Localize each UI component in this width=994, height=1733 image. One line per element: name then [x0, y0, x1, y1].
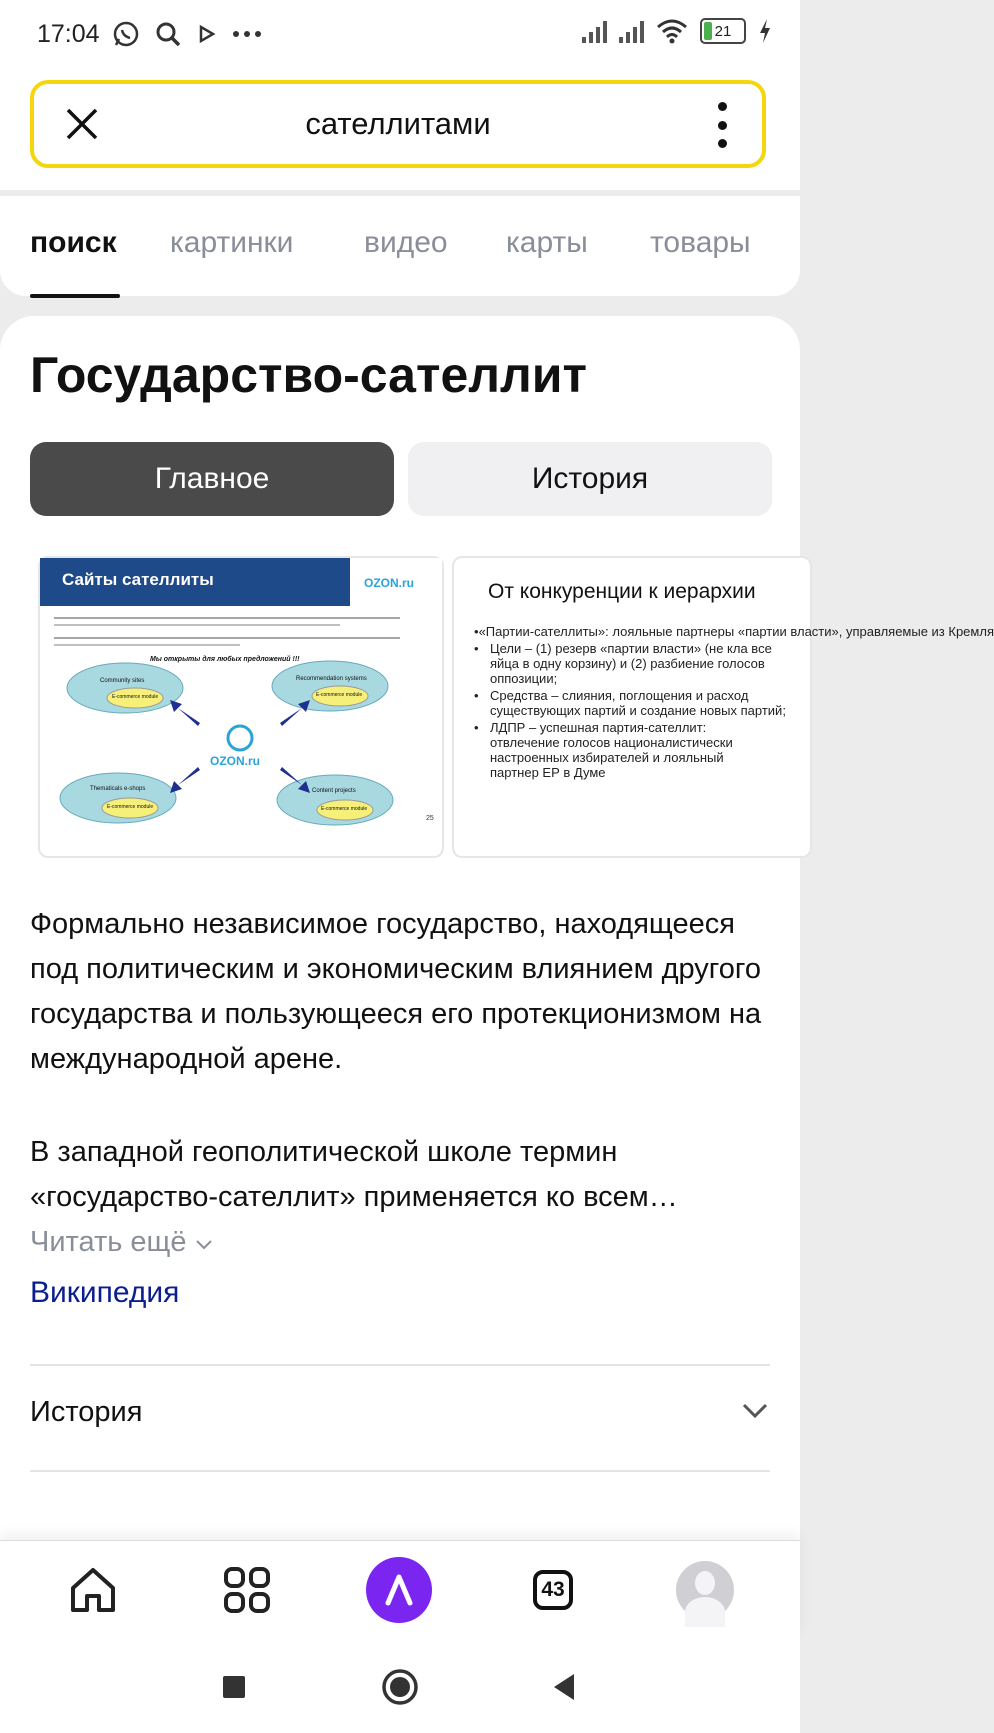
image2-bullet: ЛДПР – успешная партия-сателлит: отвлечение голосов националистически настроенных избирателей и лояльный партнер ЕР в Думе: [490, 720, 733, 780]
page-title: Государство-сателлит: [30, 347, 588, 403]
divider: [30, 1364, 770, 1366]
status-time: 17:04: [37, 20, 100, 48]
image1-module-label: E-commerce module: [316, 692, 363, 698]
bottom-nav: [0, 1540, 800, 1637]
image1-caption: Мы открыты для любых предложений !!!: [150, 656, 300, 663]
home-button[interactable]: [58, 1555, 128, 1625]
status-bar: [0, 0, 800, 72]
divider: [30, 1470, 770, 1472]
image1-heading: Сайты сателлиты: [62, 570, 214, 589]
tab-search[interactable]: поиск: [30, 226, 117, 259]
accordion-history-label[interactable]: История: [30, 1396, 143, 1428]
play-icon: [196, 22, 218, 46]
whatsapp-icon: [112, 20, 140, 48]
avatar: [676, 1561, 734, 1619]
read-more-link[interactable]: [30, 1226, 213, 1258]
image1-brand-center: OZON.ru: [210, 754, 260, 768]
menu-more-icon[interactable]: [712, 102, 732, 148]
search-box[interactable]: [30, 80, 766, 168]
image1-brand-top: OZON.ru: [364, 576, 414, 590]
image1-module-label: E-commerce module: [107, 804, 154, 810]
recent-apps-icon[interactable]: [214, 1667, 254, 1707]
home-icon: [67, 1564, 119, 1616]
back-icon[interactable]: [544, 1667, 584, 1707]
tabs-counter-icon: 43: [533, 1570, 573, 1610]
image-thumbnail-2[interactable]: [452, 556, 994, 858]
chevron-down-icon[interactable]: [740, 1396, 770, 1426]
tabs-button[interactable]: [518, 1555, 588, 1625]
description-paragraph: Формально независимое государство, находящееся под политическим и экономическим влиянием другого государства и пользующееся его протекционизмом на международной арене.: [30, 908, 762, 1075]
active-tab-indicator: [30, 294, 120, 298]
segment-main-button[interactable]: Главное: [30, 442, 394, 516]
segment-history-button[interactable]: История: [408, 442, 772, 516]
image1-bubble-bottom-right: Content projects: [312, 788, 356, 794]
svg-text:25: 25: [426, 815, 434, 822]
tab-maps[interactable]: карты: [506, 226, 588, 259]
image2-bullet: Средства – слияния, поглощения и расход существующих партий и создание новых партий;: [490, 688, 786, 718]
read-more-label: Читать ещё: [30, 1226, 187, 1258]
source-link-wikipedia[interactable]: Википедия: [30, 1276, 180, 1309]
chevron-down-icon: [195, 1239, 213, 1251]
signal-icon: [582, 19, 607, 43]
battery-level: 21: [714, 22, 732, 40]
image2-bullet-list: • «Партии-сателлиты»: лояльные партнеры «партии власти», управляемые из Кремля • Цели – (1) резерв «партии власти» (не кла все яйца в одну корзину) и (2) разбиение голосов оппозиции; • Средства – слияния, поглощения и расход существующих партий и создание новых партий; • ЛДПР – успешная партия-сателлит: отвлечение голосов националистически настроенных избирателей и лояльный партнер ЕР в Думе: [474, 624, 994, 780]
image2-bullet: «Партии-сателлиты»: лояльные партнеры «партии власти», управляемые из Кремля: [478, 624, 994, 639]
alice-button[interactable]: [364, 1555, 434, 1625]
image1-bubble-bottom-left: Thematicals e-shops: [90, 786, 146, 792]
image1-module-label: E-commerce module: [112, 694, 159, 700]
image1-bubble-top-left: Community sites: [100, 678, 145, 684]
wifi-icon: [656, 18, 688, 44]
image-thumbnail-1[interactable]: [38, 556, 444, 858]
profile-button[interactable]: [670, 1555, 740, 1625]
signal-icon: [619, 19, 644, 43]
knowledge-card: [0, 316, 994, 1556]
image1-module-label: E-commerce module: [321, 806, 368, 812]
home-circle-icon[interactable]: [380, 1667, 420, 1707]
search-icon: [154, 20, 182, 48]
services-grid-icon: [224, 1567, 270, 1613]
image2-heading: От конкуренции к иерархии: [488, 580, 756, 603]
image1-bubble-top-right: Recommendation systems: [296, 676, 367, 682]
search-header: [0, 72, 800, 190]
more-dots-icon: [232, 29, 262, 39]
description-paragraph-2: [30, 1130, 770, 1265]
search-tabs: [0, 196, 800, 296]
tab-images[interactable]: картинки: [170, 226, 294, 259]
tab-products[interactable]: товары: [650, 226, 751, 259]
tab-video[interactable]: видео: [364, 226, 448, 259]
system-nav-bar: [0, 1637, 800, 1733]
alice-icon: [366, 1557, 432, 1623]
services-button[interactable]: [212, 1555, 282, 1625]
paragraph-text: В западной геополитической школе термин «государство-сателлит» применяется ко всем…: [30, 1136, 678, 1213]
charging-icon: [758, 18, 772, 44]
search-input[interactable]: сателлитами: [305, 106, 491, 141]
image2-bullet: Цели – (1) резерв «партии власти» (не кла все яйца в одну корзину) и (2) разбиение голосов оппозиции;: [490, 641, 772, 686]
battery-icon: [700, 18, 746, 44]
